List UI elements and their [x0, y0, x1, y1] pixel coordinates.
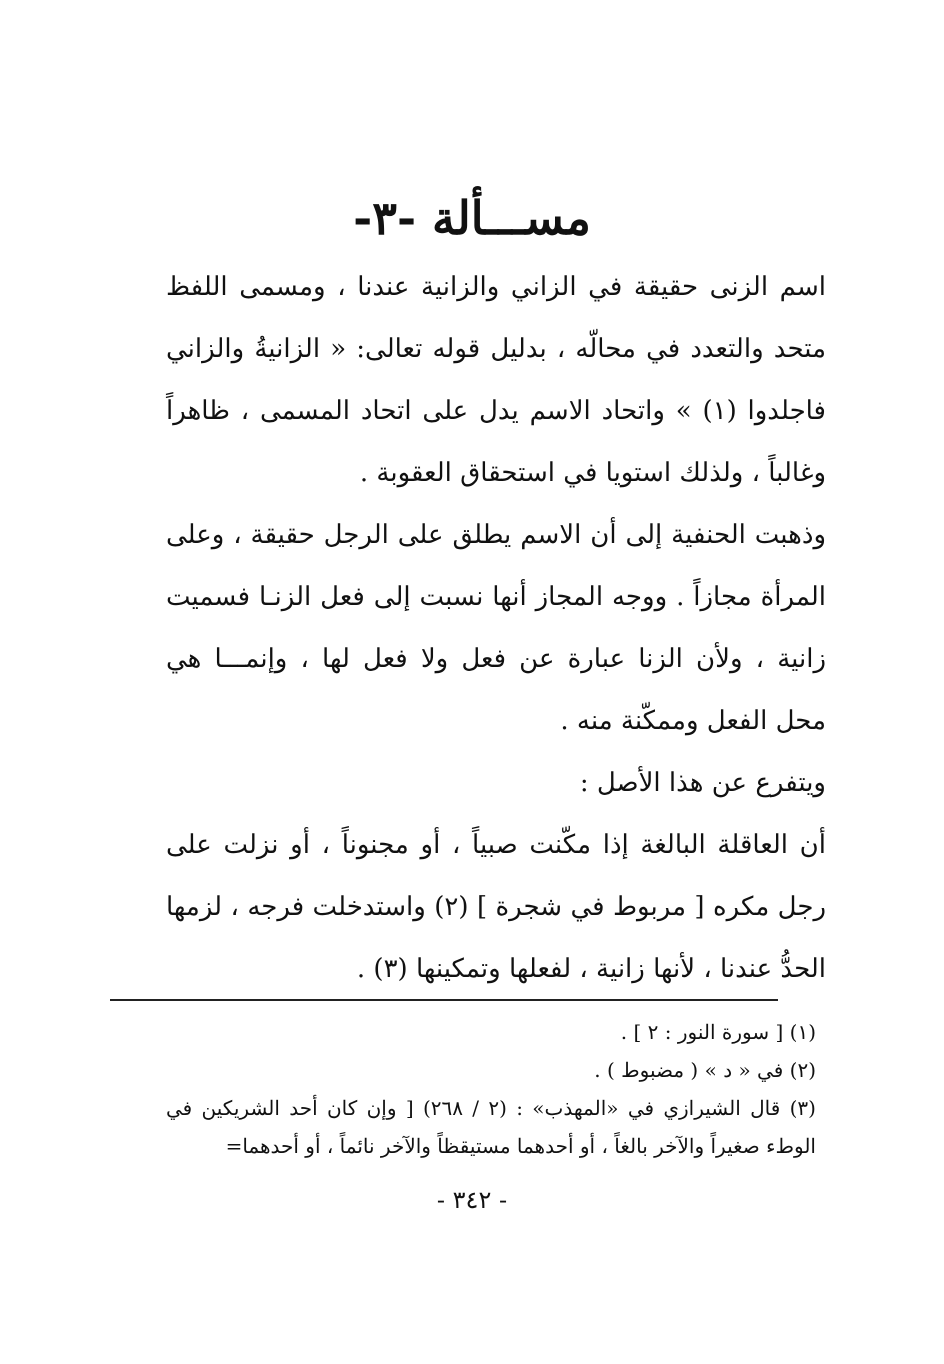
footnote-3: (٣) قال الشيرازي في «المهذب» : (٢ / ٢٦٨) [ وإن كان أحد الشريكين في الوطء صغيراً والآخر بالغاً ، أو أحدهما مستيقظاً والآخر نائماً ، أو أحدهما= [166, 1096, 816, 1158]
paragraph-2: وذهبت الحنفية إلى أن الاسم يطلق على الرجل حقيقة ، وعلى المرأة مجازاً . ووجه المجاز أنها نسبت إلى فعل الزنـا فسميت زانية ، ولأن الزنا عبارة عن فعل ولا فعل لها ، وإنمـــا هي محل الفعل وممكّنة منه . [166, 520, 826, 736]
section-heading: مســـألة -٣- [353, 191, 591, 245]
page-number: - ٣٤٢ - [436, 1186, 508, 1214]
main-text [166, 256, 826, 1000]
footnote-2: (٢) في « د » ( مضبوط ) . [594, 1058, 816, 1082]
footnote-divider [110, 999, 778, 1001]
footnote-1: (١) [ سورة النور : ٢ ] . [620, 1020, 816, 1044]
paragraph-3: ويتفرع عن هذا الأصل : [579, 768, 826, 798]
paragraph-4: أن العاقلة البالغة إذا مكّنت صبياً ، أو مجنوناً ، أو نزلت على رجل مكره [ مربوط في شجرة ] (٢) واستدخلت فرجه ، لزمها الحدُّ عندنا ، لأنها زانية ، لفعلها وتمكينها (٣) . [166, 830, 826, 984]
footnotes [166, 1013, 826, 1165]
paragraph-1: اسم الزنى حقيقة في الزاني والزانية عندنا ، ومسمى اللفظ متحد والتعدد في محالّه ، بدليل قوله تعالى: « الزانيةُ والزاني فاجلدوا (١) » واتحاد الاسم يدل على اتحاد المسمى ، ظاهراً وغالباً ، ولذلك استويا في استحقاق العقوبة . [166, 272, 826, 488]
